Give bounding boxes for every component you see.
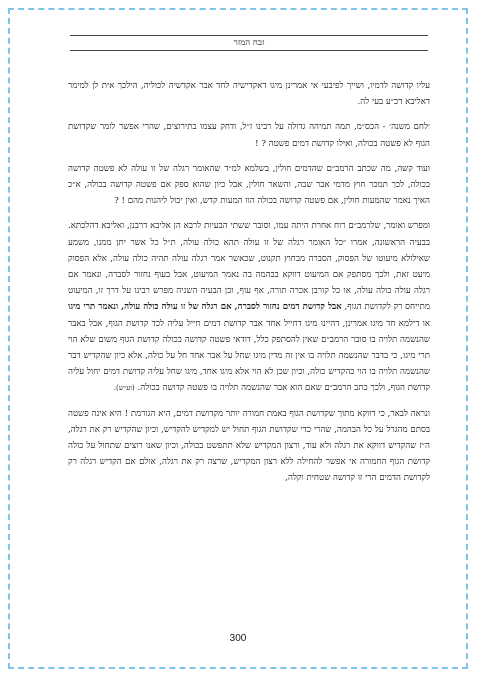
page-frame bbox=[8, 8, 468, 669]
header-title: זבח המזר bbox=[233, 38, 265, 48]
paragraph-4: ומפרש ואומר, שלרמב״ם רוח אחרת היתה עמו, וסובר ששתי הבעיות לרבא הן אליבא דרבנן, ואליבא דהלכתא. בבעיה הראשונה, אמרו ״כל האומר רגלה של זו עולה תהא כולה עולה, ת״ל כל אשר יתן ממנו, משמע שאילולא מיעוטו של הפסוק, הסברה מבחוץ תקנוט, שכאשר אמר רגלה עולה תהיה כולה עולה, אלא הפסוק מיעט זאת, ולכך מסתפק אם המיעוט דווקא בבהמה בה נאמר המיעוט, אבל בעוף נחזור לסברה, ונאמר אם רגלה עולה כולה עולה, או כל קורבן אכרה תורה, אף עוף, וכן הבעיה השניה מפרש רבינו על דרך זו, המיעוט מתייחס רק לקדושת הגוף, אבל קדושת דמים נחזור לסברה, אם רגלה של זו עולה כולה עולה, ונאמר תרי מיגו או דילמא חד מיגו אמרינן, דהיינו מיגו דחייל אחד אבר קדושת דמים חייל עליה לכד קדושת הגוף, אבל באבר שהנשמה תלויה בו סובר הרמב״ם שאין להסתפק כלל, דודאי פשטה קדושה בכולה קדושת הגוף משום שלא הוי תרי מיגו, כי בדבר שהנשמה תלויה בו אין זה מדין מיגו שחל על אבר אחד חל על כולה, אלא כיון שהקדיש דבר שהנשמה תלויה בו הוי כהקדיש כולה, וכיון שכן לא הוי אלא מיגו אחד, מיגו שחל עליה קדושת דמים יחול עליה קדושת הגוף, ולכך כתב הרמב״ם שאם הוא אבר שהנשמה תלויה בו פשטה קדושה בכולה. (וע״ש). bbox=[68, 221, 430, 394]
header-top-rule bbox=[70, 35, 428, 36]
paragraph-2: ׳לחם משנה׳ - הכס״מ, תמה תמיהה גדולה על רבינו ז״ל, ודחק עצמו בתירוצים, שהרי אפשר לומר שקדושת הגוף לא פשטה בכולה, ואילו קדושת דמים פשטה ? ! bbox=[68, 122, 430, 149]
paragraph-3: ועוד קשה, מה שכתב הרמב״ם שהדמים חולין, בשלמא למ״ד שהאומר רגלה של זו עולה לא פשטה קדושה בכולה, לכך תמכר חוץ מדמי אבר שבה, והשאר חולין, אבל כיון שהוא ספק אם פשטה קדושה בכולה, א״כ האיך נאמר שהמעות חולין, אם פשטה קדושה בכולה הוו המעות קדש, ואין יכול ליהנות מהם ! ? bbox=[68, 163, 430, 207]
main-text bbox=[68, 78, 430, 496]
paragraph-5: ונראה לבאר, כי דווקא מתוך שקדושת הגוף באמת חמורה יותר מקדושת דמים, היא הגורמת ! היא אינה פשטה בסתם מהגרל על כל הבהמה, שהרי כדי שקדושת הגוף תחול יש למקדיש להקדיש, וכיון שהקדיש רק את רגלה, ה״ז שהקדיש דווקא את רגלה ולא עוד, ורצון המקדיש שלא תתפשט בכולה, וכיון שאנו רוצים שתחול על כולה קדושת הגוף החמורה אי אפשר להחילה ללא רצון המקדיש, שרצה רק את רגלה, אולם אם הקדיש רגלה רק לקדושת הדמים הרי זו קדושה שטחית וקלה, bbox=[68, 408, 430, 484]
running-header bbox=[70, 35, 428, 51]
paragraph-1: עליו קדושה לדמיו, ושייך לפיבעי אי אמרינן מיגו דאקדישיה לחד אבר אקדשיה לכוליה, הילכך אית לן למימר דאליבא דכ״ע בעי לה. bbox=[68, 81, 430, 108]
header-bottom-rule bbox=[70, 50, 428, 51]
page-number: 300 bbox=[229, 633, 247, 644]
